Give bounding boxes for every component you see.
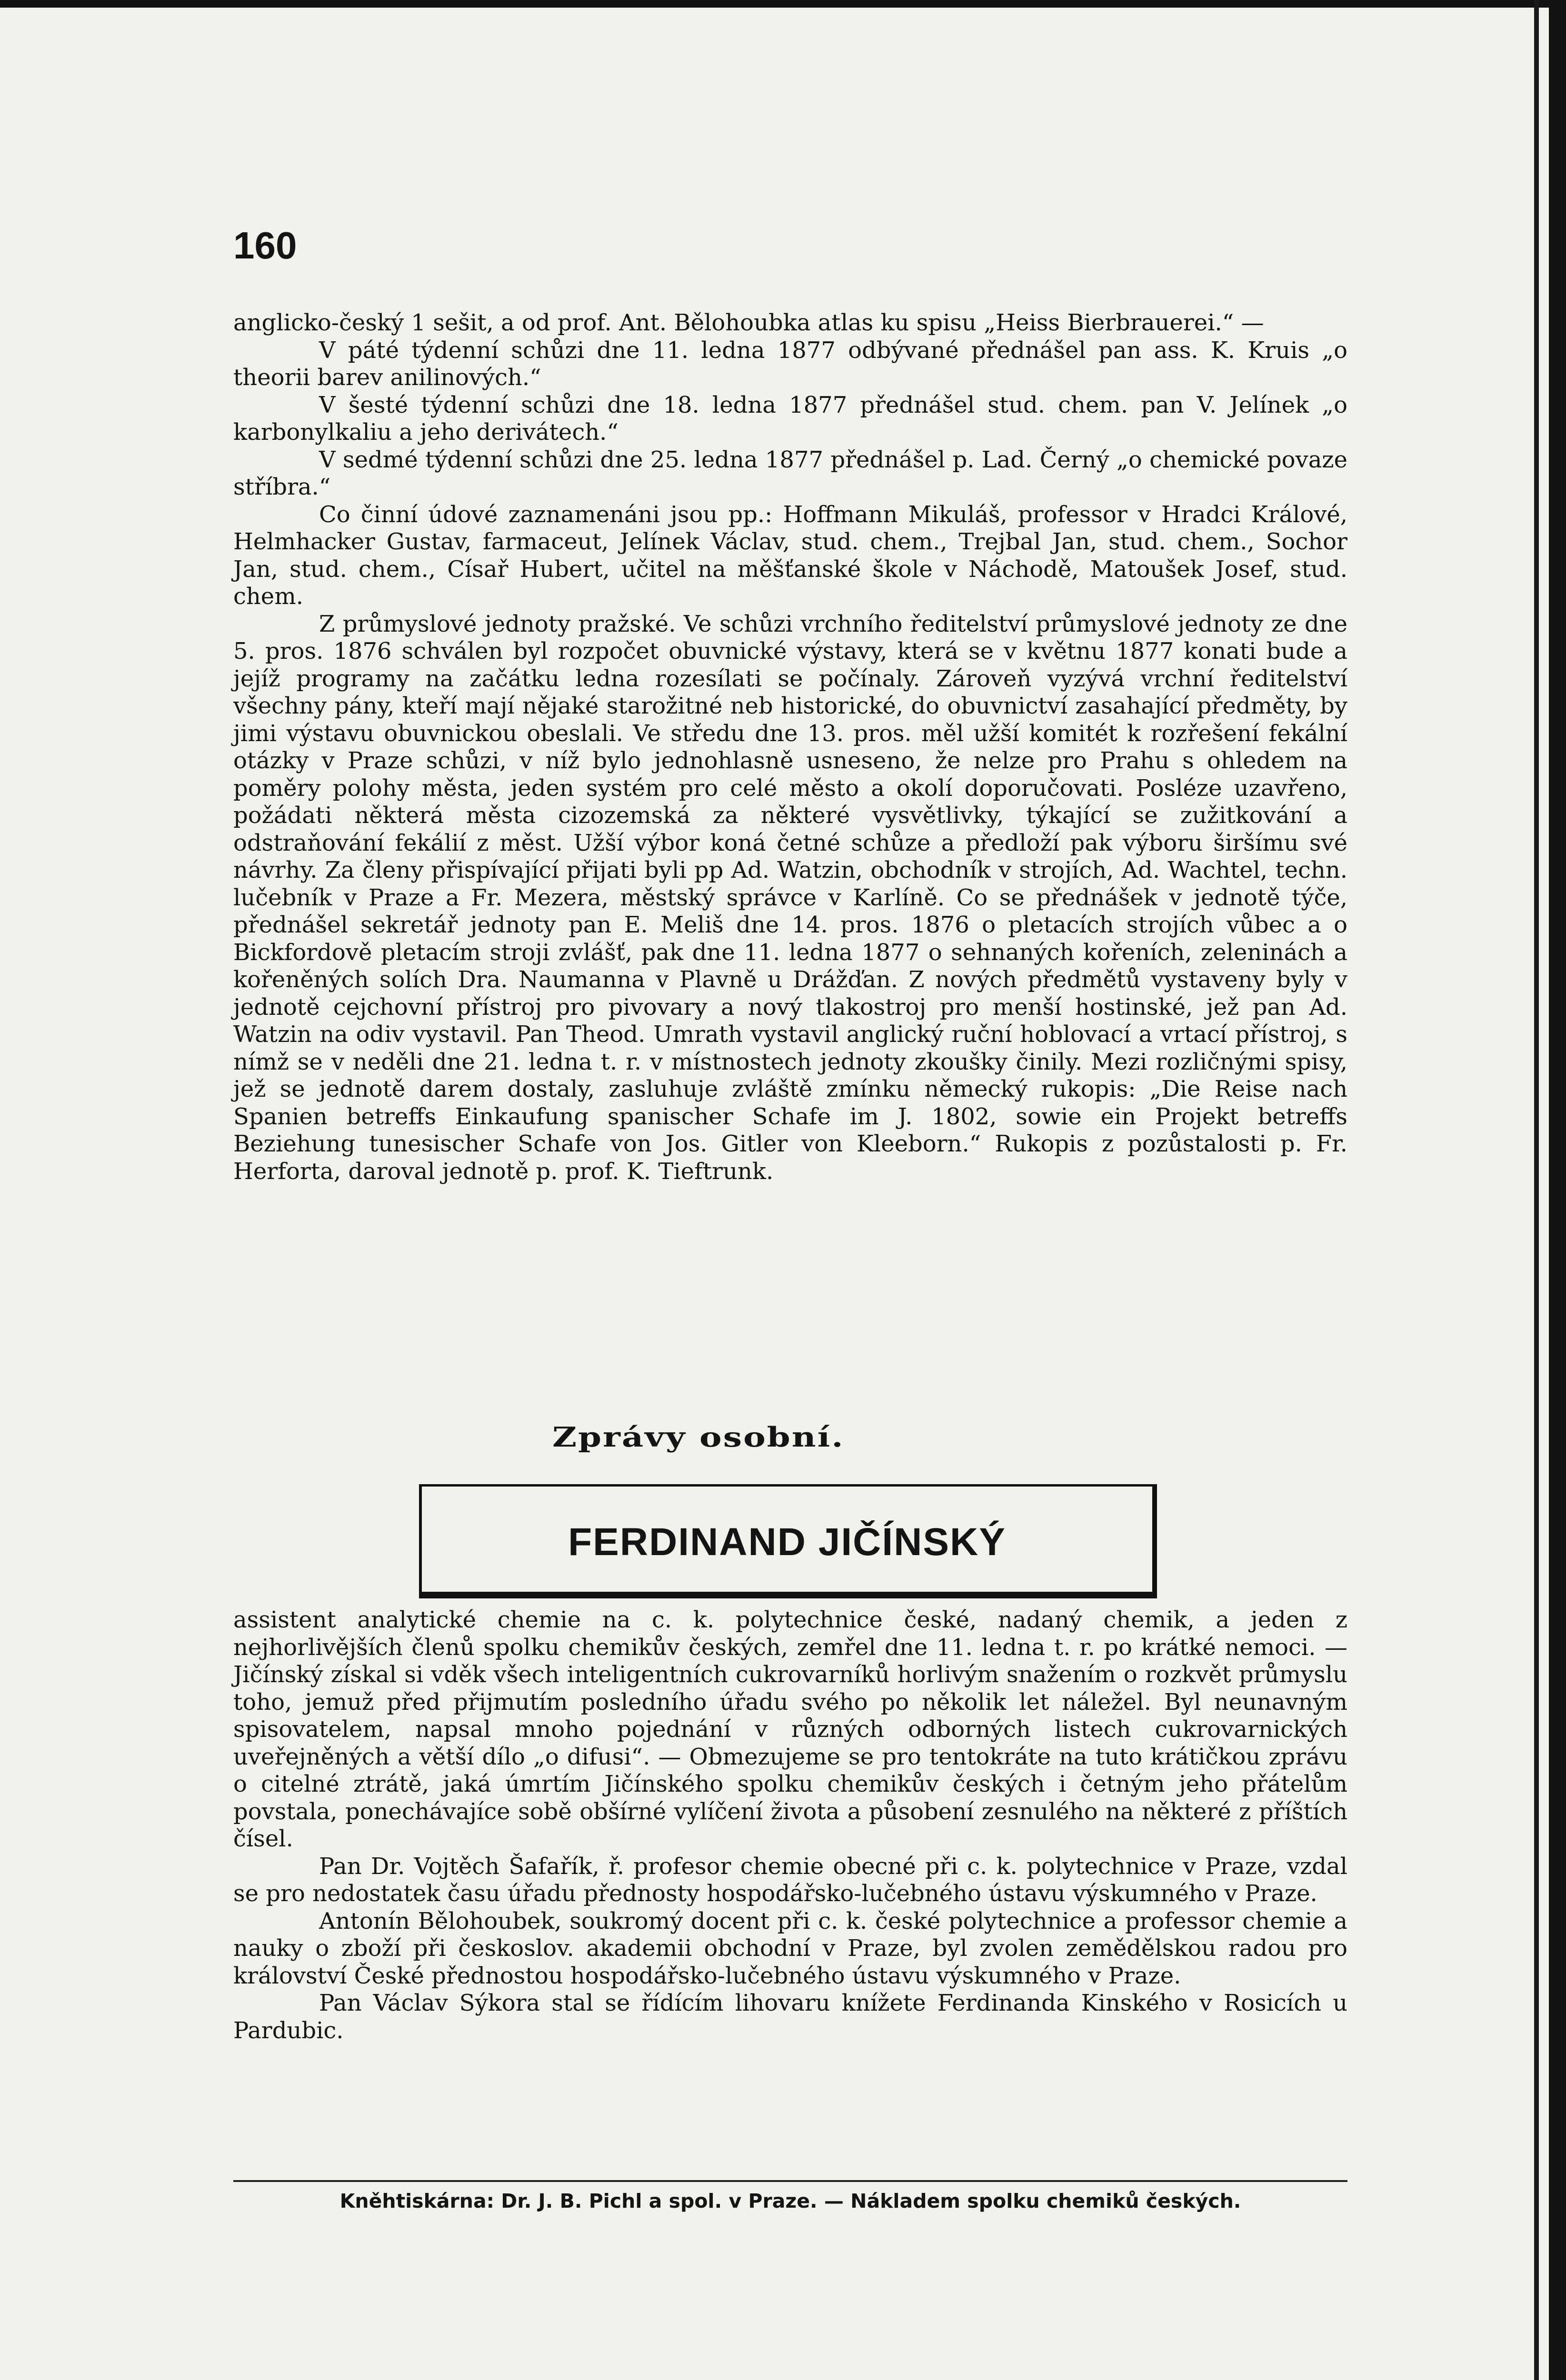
paragraph-members: Co činní údové zaznamenáni jsou pp.: Hoffmann Mikuláš, professor v Hradci Králové, Helmhacker Gustav, farmaceut, Jelínek Václav, stud. chem., Trejbal Jan, stud. chem., Sochor Jan, stud. chem., Císař Hubert, učitel na měšťanské škole v Náchodě, Matoušek Josef, stud. chem.: [233, 501, 1347, 610]
paragraph-seventh-meeting: V sedmé týdenní schůzi dne 25. ledna 1877 přednášel p. Lad. Černý „o chemické povaze stříbra.“: [233, 446, 1347, 500]
obituary-title: FERDINAND JIČÍNSKÝ: [568, 1520, 1006, 1564]
paragraph-safarik: Pan Dr. Vojtěch Šafařík, ř. profesor chemie obecné při c. k. polytechnice v Praze, vzdal se pro nedostatek času úřadu přednosty hospodářsko-lučebného ústavu výskumného v Praze.: [233, 1853, 1347, 1907]
paragraph-fifth-meeting: V páté týdenní schůzi dne 11. ledna 1877 odbývané přednášel pan ass. K. Kruis „o theorii barev anilinových.“: [233, 337, 1347, 391]
printer-imprint: Kněhtiskárna: Dr. J. B. Pichl a spol. v Praze. — Nákladem spolku chemiků českých.: [339, 2190, 1241, 2212]
scan-edge-right: [1549, 0, 1566, 2380]
scan-edge-right-inner: [1534, 0, 1539, 2380]
paragraph-sykora: Pan Václav Sýkora stal se řídícím lihovaru knížete Ferdinanda Kinského v Rosicích u Pardubic.: [233, 1990, 1347, 2044]
section-heading-personal-news: Zprávy osobní.: [552, 1421, 845, 1454]
scan-edge-top: [0, 0, 1566, 8]
page-number: 160: [233, 224, 297, 267]
footer-rule: [233, 2180, 1347, 2182]
paragraph-continuation: anglicko-český 1 sešit, a od prof. Ant. Bělohoubka atlas ku spisu „Heiss Bierbrauerei.“ —: [233, 309, 1264, 336]
paragraph-belohoubek: Antonín Bělohoubek, soukromý docent při c. k. české polytechnice a professor chemie a nauky o zboží při českoslov. akademii obchodní v Praze, byl zvolen zemědělskou radou pro království České přednostou hospodářsko-lučebného ústavu výskumného v Praze.: [233, 1907, 1347, 1989]
paragraph-sixth-meeting: V šesté týdenní schůzi dne 18. ledna 1877 přednášel stud. chem. pan V. Jelínek „o karbonylkaliu a jeho derivátech.“: [233, 391, 1347, 446]
obituary-frame: [419, 1484, 1157, 1598]
paragraph-obituary: assistent analytické chemie na c. k. polytechnice české, nadaný chemik, a jeden z nejhorlivějších členů spolku chemikův českých, zemřel dne 11. ledna t. r. po krátké nemoci. — Jičínský získal si vděk všech inteligentních cukrovarníků horlivým snažením o rozkvět průmyslu toho, jemuž před přijmutím posledního úřadu svého po několik let náležel. Byl neunavným spisovatelem, napsal mnoho pojednání v různých odborných listech cukrovarnických uveřejněných a větší dílo „o difusi“. — Obmezujeme se pro tentokráte na tuto krátičkou zprávu o citelné ztrátě, jaká úmrtím Jičínského spolku chemikův českých i četným jeho přátelům povstala, ponechávajíce sobě obšírné vylíčení života a působení zesnulého na některé z příštích čísel.: [233, 1606, 1347, 1852]
section-personal-news: [233, 1606, 1347, 2044]
paragraph-industrial-union: Z průmyslové jednoty pražské. Ve schůzi vrchního ředitelství průmyslové jednoty ze dne 5. pros. 1876 schválen byl rozpočet obuvnické výstavy, která se v květnu 1877 konati bude a jejíž programy na začátku ledna rozesílati se počínaly. Zároveň vyzývá vrchní ředitelství všechny pány, kteří mají nějaké starožitné neb historické, do obuvnictví zasahající předměty, by jimi výstavu obuvnickou obeslali. Ve středu dne 13. pros. měl užší komitét k rozřešení fekální otázky v Praze schůzi, v níž bylo jednohlasně usneseno, že nelze pro Prahu s ohledem na poměry polohy města, jeden systém pro celé město a okolí doporučovati. Posléze uzavřeno, požádati některá města cizozemská za některé vysvětlivky, týkající se zužitkování a odstraňování fekálií z měst. Užší výbor koná četné schůze a předloží pak výboru širšímu své návrhy. Za členy přispívající přijati byli pp Ad. Watzin, obchodník v strojích, Ad. Wachtel, techn. lučebník v Praze a Fr. Mezera, městský správce v Karlíně. Co se přednášek v jednotě týče, přednášel sekretář jednoty pan E. Meliš dne 14. pros. 1876 o pletacích strojích vůbec a o Bickfordově pletacím stroji zvlášť, pak dne 11. ledna 1877 o sehnaných kořeních, zeleninách a kořeněných solích Dra. Naumanna v Plavně u Drážďan. Z nových předmětů vystaveny byly v jednotě cejchovní přístroj pro pivovary a nový tlakostroj pro menší hostinské, jež pan Ad. Watzin na odiv vystavil. Pan Theod. Umrath vystavil anglický ruční hoblovací a vrtací přístroj, s nímž se v neděli dne 21. ledna t. r. v místnostech jednoty zkoušky činily. Mezi rozličnými spisy, jež se jednotě darem dostaly, zasluhuje zvláště zmínku německý rukopis: „Die Reise nach Spanien betreffs Einkaufung spanischer Schafe im J. 1802, sowie ein Projekt betreffs Beziehung tunesischer Schafe von Jos. Gitler von Kleeborn.“ Rukopis z pozůstalosti p. Fr. Herforta, daroval jednotě p. prof. K. Tieftrunk.: [233, 610, 1347, 1185]
section-lectures: [233, 309, 1347, 1185]
